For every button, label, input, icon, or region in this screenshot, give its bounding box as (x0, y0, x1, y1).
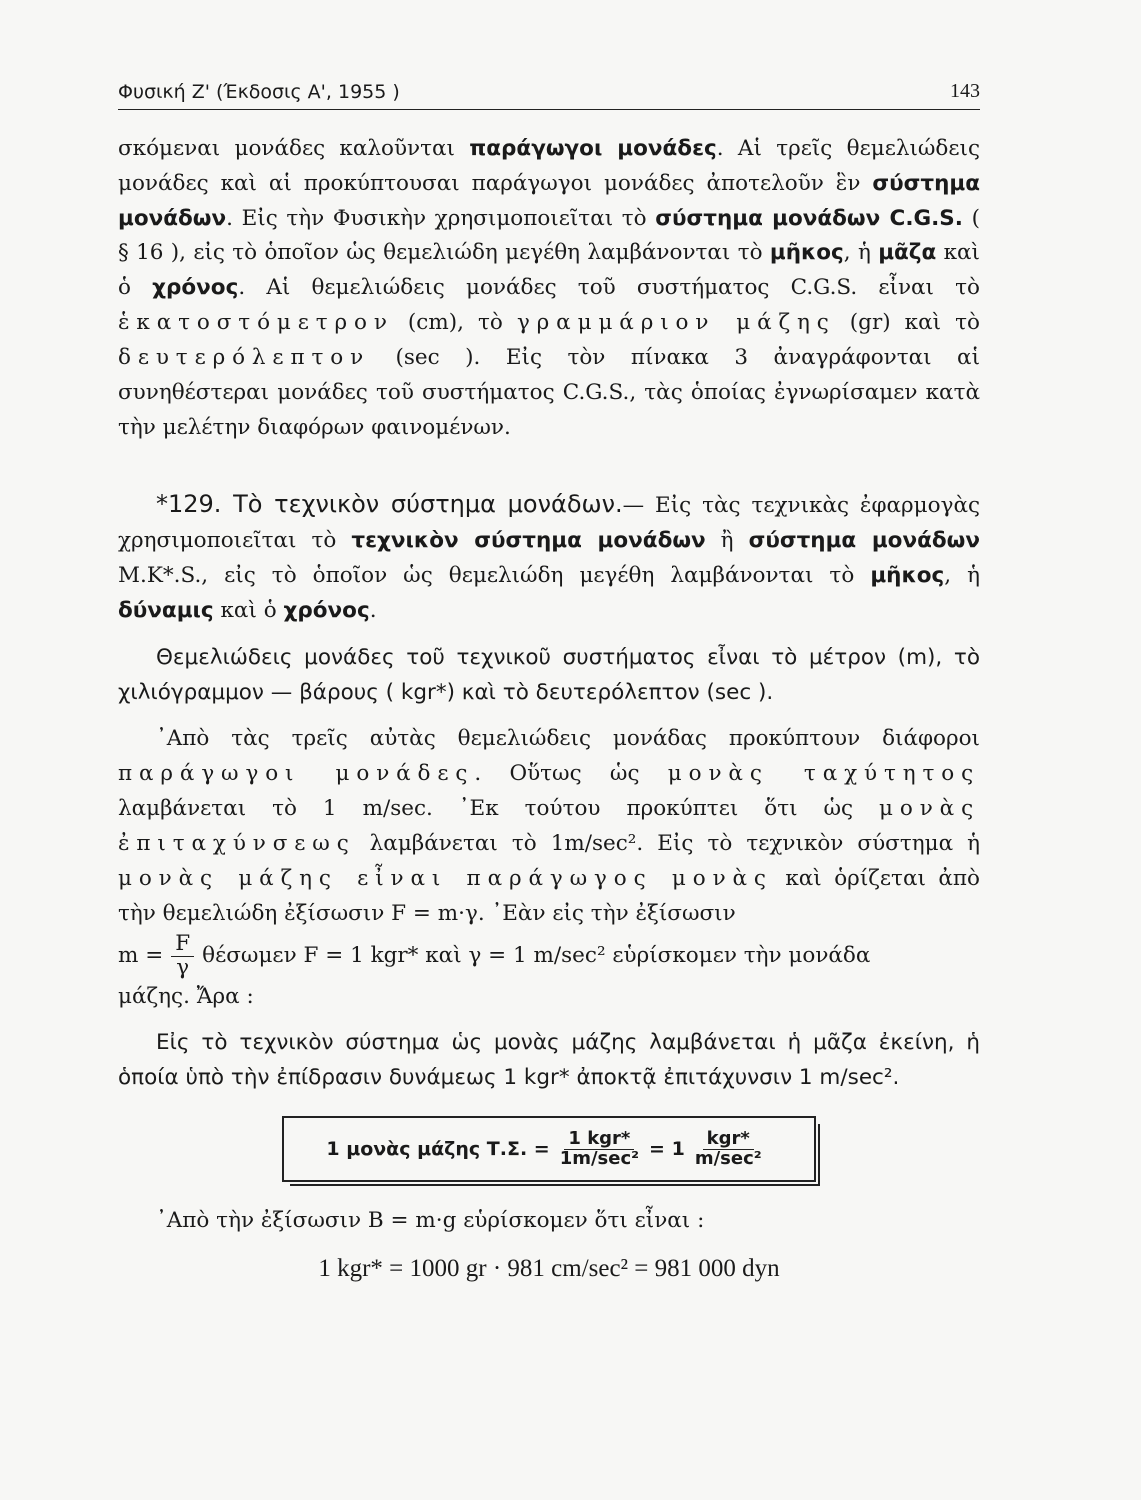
fraction-f-over-gamma: $\frac{F}{\gamma}$ (171, 933, 194, 979)
fraction-kgr-over-msec2: $\frac{\text{1 kgr*}}{\text{1m/sec²}}$ (559, 1127, 640, 1169)
page (118, 70, 980, 1289)
page-number: 143 (950, 80, 980, 102)
section-heading: *129. Τὸ τεχνικὸν σύστημα μονάδων. (156, 490, 623, 519)
formula-line: m = $\frac{F}{\gamma}$ θέσωμεν F = 1 kgr* καὶ γ = 1 m/sec² εὑρίσκομεν τὴν μονάδα (118, 931, 871, 980)
running-header (118, 80, 980, 110)
section-129: *129. Τὸ τεχνικὸν σύστημα μονάδων.— Εἰς τὰς τεχνικὰς ἐφαρμογὰς χρησιμοποιεῖται τὸ τεχνικὸν σύστημα μονάδων ἢ σύστημα μονάδων M.K*.S., εἰς τὸ ὁποῖον ὡς θεμελιώδη μεγέθη λαμβάνονται τὸ μῆκος, ἡ δύναμις καὶ ὁ χρόνος. (118, 490, 980, 623)
paragraph-derived-units: ᾿Απὸ τὰς τρεῖς αὐτὰς θεμελιώδεις μονάδας προκύπτουν διάφοροι παράγωγοι μονάδες. Οὕτως ὡς μονὰς ταχύτητος λαμβάνεται τὸ 1 m/sec. ᾿Εκ τούτου προκύπτει ὅτι ὡς μονὰς ἐπιταχύνσεως λαμβάνεται τὸ 1m/sec². Εἰς τὸ τεχνικὸν σύστημα ἡ μονὰς μάζης εἶναι παράγωγος μονὰς καὶ ὁρίζεται ἀπὸ τὴν θεμελιώδη ἐξίσωσιν F = m·γ. ᾿Εὰν εἰς τὴν ἐξίσωσιν (118, 726, 981, 926)
text-mazis-ara: μάζης. Ἄρα : (118, 983, 254, 1009)
equation-intro: ᾿Απὸ τὴν ἐξίσωσιν Β = m·g εὑρίσκομεν ὅτι εἶναι : (156, 1208, 705, 1234)
equation-final: 1 kgr* = 1000 gr · 981 cm/sec² = 981 000 dyn (318, 1254, 780, 1282)
running-title: Φυσική Ζ' (Έκδοσις Α', 1955 ) (118, 81, 400, 103)
paragraph-cgs: σκόμεναι μονάδες καλοῦνται παράγωγοι μονάδες. Αἱ τρεῖς θεμελιώδεις μονάδες καὶ αἱ προκύπτουσαι παράγωγοι μονάδες ἀποτελοῦν ἓν σύστημα μονάδων. Εἰς τὴν Φυσικὴν χρησιμοποιεῖται τὸ σύστημα μονάδων C.G.S. ( § 16 ), εἰς τὸ ὁποῖον ὡς θεμελιώδη μεγέθη λαμβάνονται τὸ μῆκος, ἡ μᾶζα καὶ ὁ χρόνος. Αἱ θεμελιώδεις μονάδες τοῦ συστήματος C.G.S. εἶναι τὸ ἑκατοστόμετρον (cm), τὸ γραμμάριον μάζης (gr) καὶ τὸ δευτερόλεπτον (sec ). Εἰς τὸν πίνακα 3 ἀναγράφονται αἱ συνηθέστεραι μονάδες τοῦ συστήματος C.G.S., τὰς ὁποίας ἐγνωρίσαμεν κατὰ τὴν μελέτην διαφόρων φαινομένων. (118, 136, 980, 440)
boxed-definition: 1 μονὰς μάζης Τ.Σ. = $\frac{\text{1 kgr*}}{\text{1m/sec²}}$ = 1 $\frac{\text{kgr*}}{\text{m/sec²}}$ (282, 1116, 816, 1182)
paragraph-mass-definition: Εἰς τὸ τεχνικὸν σύστημα ὡς μονὰς μάζης λαμβάνεται ἡ μᾶζα ἐκείνη, ἡ ὁποία ὑπὸ τὴν ἐπίδρασιν δυνάμεως 1 kgr* ἀποκτᾷ ἐπιτάχυνσιν 1 m/sec². (118, 1030, 980, 1091)
paragraph-fundamental-units: Θεμελιώδεις μονάδες τοῦ τεχνικοῦ συστήματος εἶναι τὸ μέτρον (m), τὸ χιλιόγραμμον — βάρους ( kgr*) καὶ τὸ δευτερόλεπτον (sec ). (118, 644, 980, 705)
fraction-kgr-over-msec2-unit: $\frac{\text{kgr*}}{\text{m/sec²}}$ (694, 1127, 762, 1169)
